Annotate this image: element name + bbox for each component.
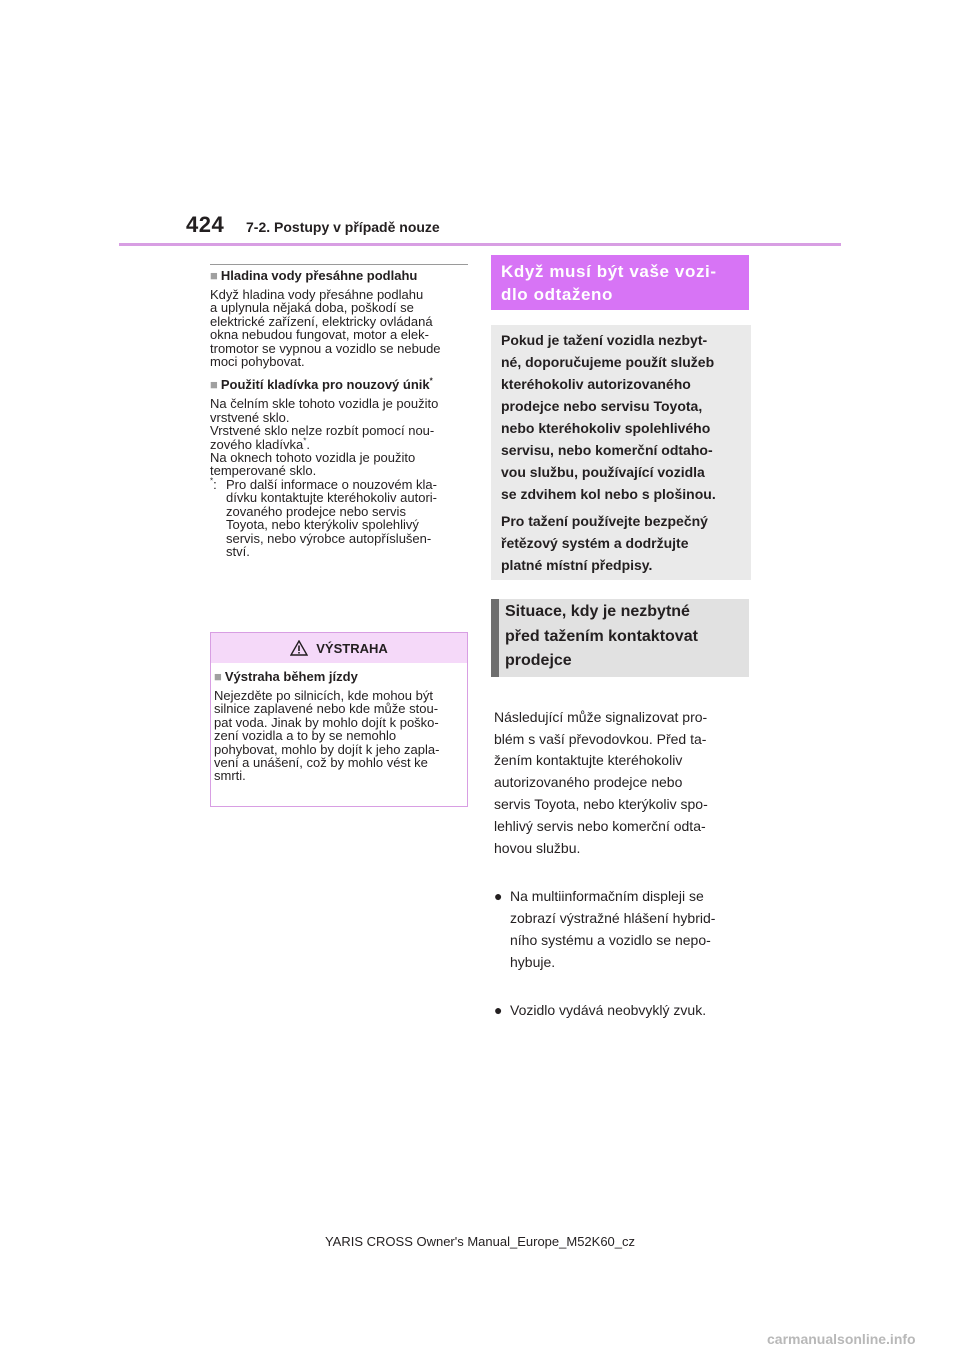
warning-header — [211, 633, 467, 663]
square-bullet-icon: ■ — [210, 268, 218, 283]
towing-info-box — [491, 325, 751, 580]
subsection-heading-emergency-hammer: ■ Použití kladívka pro nouzový únik* — [210, 377, 433, 393]
bullet-icon: ● — [494, 888, 503, 905]
list-item: ● Na multiinformačním displeji se zobrazí výstražné hlášení hybrid- ního systému a vozidlo se nepo- hybuje. — [494, 886, 754, 973]
subsection-heading-water-level: ■ Hladina vody přesáhne podlahu — [210, 268, 418, 283]
towing-info-text: Pokud je tažení vozidla nezbyt- né, doporučujeme použít služeb kteréhokoliv autorizovaného prodejce nebo servisu Toyota, nebo kteréhokoliv spolehlivého servisu, nebo komerční odtaho- vou službu, používající vozidla se zdvihem kol nebo s plošinou. — [501, 332, 716, 502]
footnote: *: Pro další informace o nouzovém kla- dívku kontaktujte kteréhokoliv autori- zovaného prodejce nebo servis Toyota, nebo kterýkoliv spolehlivý servis, nebo výrobce autopříslušen- ství. — [210, 476, 437, 559]
situation-content — [494, 685, 754, 1044]
square-bullet-icon: ■ — [214, 669, 222, 684]
left-column — [210, 264, 468, 558]
square-bullet-icon: ■ — [210, 377, 218, 393]
tempered-glass-text: Na oknech tohoto vozidla je použito temperované sklo. — [210, 450, 416, 479]
warning-text: Nejezděte po silnicích, kde mohou být silnice zaplavené nebo kde může stou- pat voda. Jinak by mohlo dojít k poško- zení vozidla a to by se nemohlo pohybovat, mohlo by dojít k jeho zapla- vení a unášení, což by mohlo vést ke smrti. — [214, 688, 440, 784]
warning-subtitle: ■ Výstraha během jízdy — [214, 669, 358, 684]
warning-box — [210, 632, 468, 807]
page-number: 424 — [186, 212, 225, 237]
towing-heading: Když musí být vaše vozi- dlo odtaženo — [491, 255, 749, 310]
section-title: 7-2. Postupy v případě nouze — [246, 219, 440, 235]
water-level-text: Když hladina vody přesáhne podlahu a uplynula nějaká doba, poškodí se elektrické zařízení, elektricky ovládaná okna nebudou fungovat, motor a elek- tromotor se vypnou a vozidlo se nebude moci pohybovat. — [210, 287, 441, 370]
towing-chain-text: Pro tažení používejte bezpečný řetězový systém a dodržujte platné místní předpisy. — [501, 513, 708, 573]
list-item: ● Vozidlo vydává neobvyklý zvuk. — [494, 1000, 754, 1022]
laminated-glass-text: Vrstvené sklo nelze rozbít pomocí nou- zového kladívka*. — [210, 423, 435, 452]
windshield-text: Na čelním skle tohoto vozidla je použito vrstvené sklo. — [210, 396, 439, 425]
footnote-marker: * — [429, 377, 433, 387]
warning-triangle-icon — [290, 640, 308, 656]
situation-heading: Situace, kdy je nezbytné před tažením kontaktovat prodejce — [491, 599, 749, 677]
footnote-text: Pro další informace o nouzovém kla- dívku kontaktujte kteréhokoliv autori- zovaného prodejce nebo servis Toyota, nebo kterýkoliv spolehlivý servis, nebo výrobce autopříslušen- ství. — [226, 476, 437, 559]
bullet-icon: ● — [494, 1002, 503, 1019]
watermark: carmanualsonline.info — [767, 1331, 916, 1347]
situation-text: Následující může signalizovat pro- blém s vaší převodovkou. Před ta- žením kontaktujte kteréhokoliv autorizovaného prodejce nebo servis Toyota, nebo kterýkoliv spo- lehlivý servis nebo komerční odta- hovou službu. — [494, 708, 708, 856]
header-divider — [119, 243, 841, 246]
footer-manual-id: YARIS CROSS Owner's Manual_Europe_M52K60_cz — [324, 1234, 636, 1249]
subsection-divider — [210, 264, 468, 265]
warning-title: VÝSTRAHA — [316, 640, 388, 656]
